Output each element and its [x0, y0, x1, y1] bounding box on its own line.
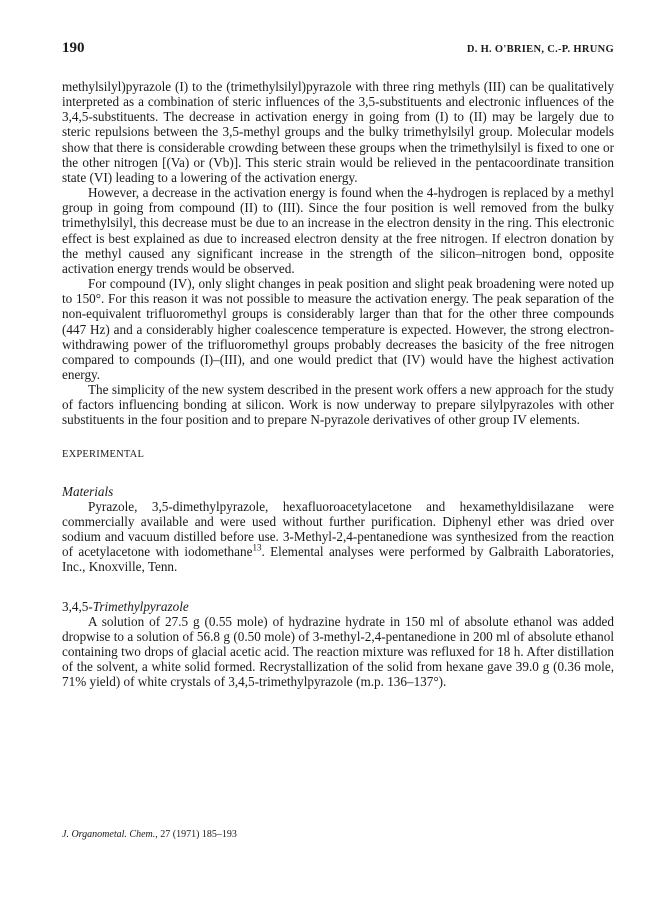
reference-13: 13: [252, 542, 262, 553]
page-number: 190: [62, 40, 85, 56]
materials-text: [62, 499, 614, 575]
running-head: [62, 40, 614, 60]
paragraph-4: The simplicity of the new system described in the present work offers a new approach for the study of factors influencing bonding at silicon. Work is now underway to prepare silylpyrazoles with other substituents in the four position and to prepare N-pyrazole derivatives of other group IV elements.: [62, 382, 614, 428]
journal-citation: , 27 (1971) 185–193: [155, 829, 237, 840]
journal-footer: [62, 829, 237, 840]
materials-text-end: . Elemental analyses were performed by Galbraith Laboratories, Inc., Knoxville, Tenn.: [62, 544, 614, 575]
paragraph-3: For compound (IV), only slight changes in peak position and slight peak broadening were noted up to 150°. For this reason it was not possible to measure the activation energy. The peak separation of the non-equivalent trifluoromethyl groups is considerably larger than that for the other three compounds (447 Hz) and a considerably higher coalescence temperature is expected. However, the strong electron-withdrawing power of the trifluoromethyl groups probably decreases the basicity of the free nitrogen compared to compounds (I)–(III), and one would predict that (IV) would have the highest activation energy.: [62, 276, 614, 382]
page-body: [62, 60, 614, 689]
experimental-heading: EXPERIMENTAL: [62, 448, 145, 460]
paragraph-2: However, a decrease in the activation energy is found when the 4-hydrogen is replaced by a methyl group in going from compound (II) to (III). Since the four position is well removed from the bulky trimethylsilyl, this decrease must be due to an increase in the electron density in the ring. This electronic effect is best explained as due to increased electron density at the free nitrogen. If electron donation by the methyl caused any significant increase in the strength of the silicon–nitrogen bond, opposite activation energy trends would be observed.: [62, 185, 614, 276]
synthesis-heading-prefix: 3,4,5-: [62, 598, 93, 614]
synthesis-section: [62, 599, 614, 690]
materials-section: [62, 484, 614, 575]
materials-heading: Materials: [62, 483, 114, 499]
discussion-text: [62, 79, 614, 428]
materials-text-main: Pyrazole, 3,5-dimethylpyrazole, hexafluoroacetylacetone and hexamethyldisilazane were commercially available and were used without further purification. Diphenyl ether was dried over sodium and vacuum distilled before use. 3-Methyl-2,4-pentanedione was synthesized from the reaction of acetylacetone with iodomethane: [62, 498, 614, 560]
synthesis-heading-name: Trimethylpyrazole: [92, 598, 189, 614]
synthesis-heading: [62, 599, 614, 614]
paragraph-1: methylsilyl)pyrazole (I) to the (trimethylsilyl)pyrazole with three ring methyls (III) can be qualitatively interpreted as a combination of steric influences of the 3,5-substituents and electronic influences of the 3,4,5-substituents. The decrease in activation energy in going from (I) to (II) may be largely due to steric repulsions between the 3,5-methyl groups and the bulky trimethylsilyl group. Molecular models show that there is considerable crowding between these groups when the trimethylsilyl is fixed to one or the other nitrogen [(Va) or (Vb)]. This steric strain would be relieved in the pentacoordinate transition state (VI) leading to a lowering of the activation energy.: [62, 79, 614, 185]
running-head-authors: D. H. O'BRIEN, C.-P. HRUNG: [466, 44, 614, 55]
synthesis-text: A solution of 27.5 g (0.55 mole) of hydrazine hydrate in 150 ml of absolute ethanol was added dropwise to a solution of 56.8 g (0.50 mole) of 3-methyl-2,4-pentanedione in 200 ml of absolute ethanol containing two drops of glacial acetic acid. The reaction mixture was refluxed for 18 h. After distillation of the solvent, a white solid formed. Recrystallization of the solid from hexane gave 39.0 g (0.36 mole, 71% yield) of white crystals of 3,4,5-trimethylpyrazole (m.p. 136–137°).: [62, 613, 614, 690]
journal-name: J. Organometal. Chem.: [62, 829, 156, 840]
